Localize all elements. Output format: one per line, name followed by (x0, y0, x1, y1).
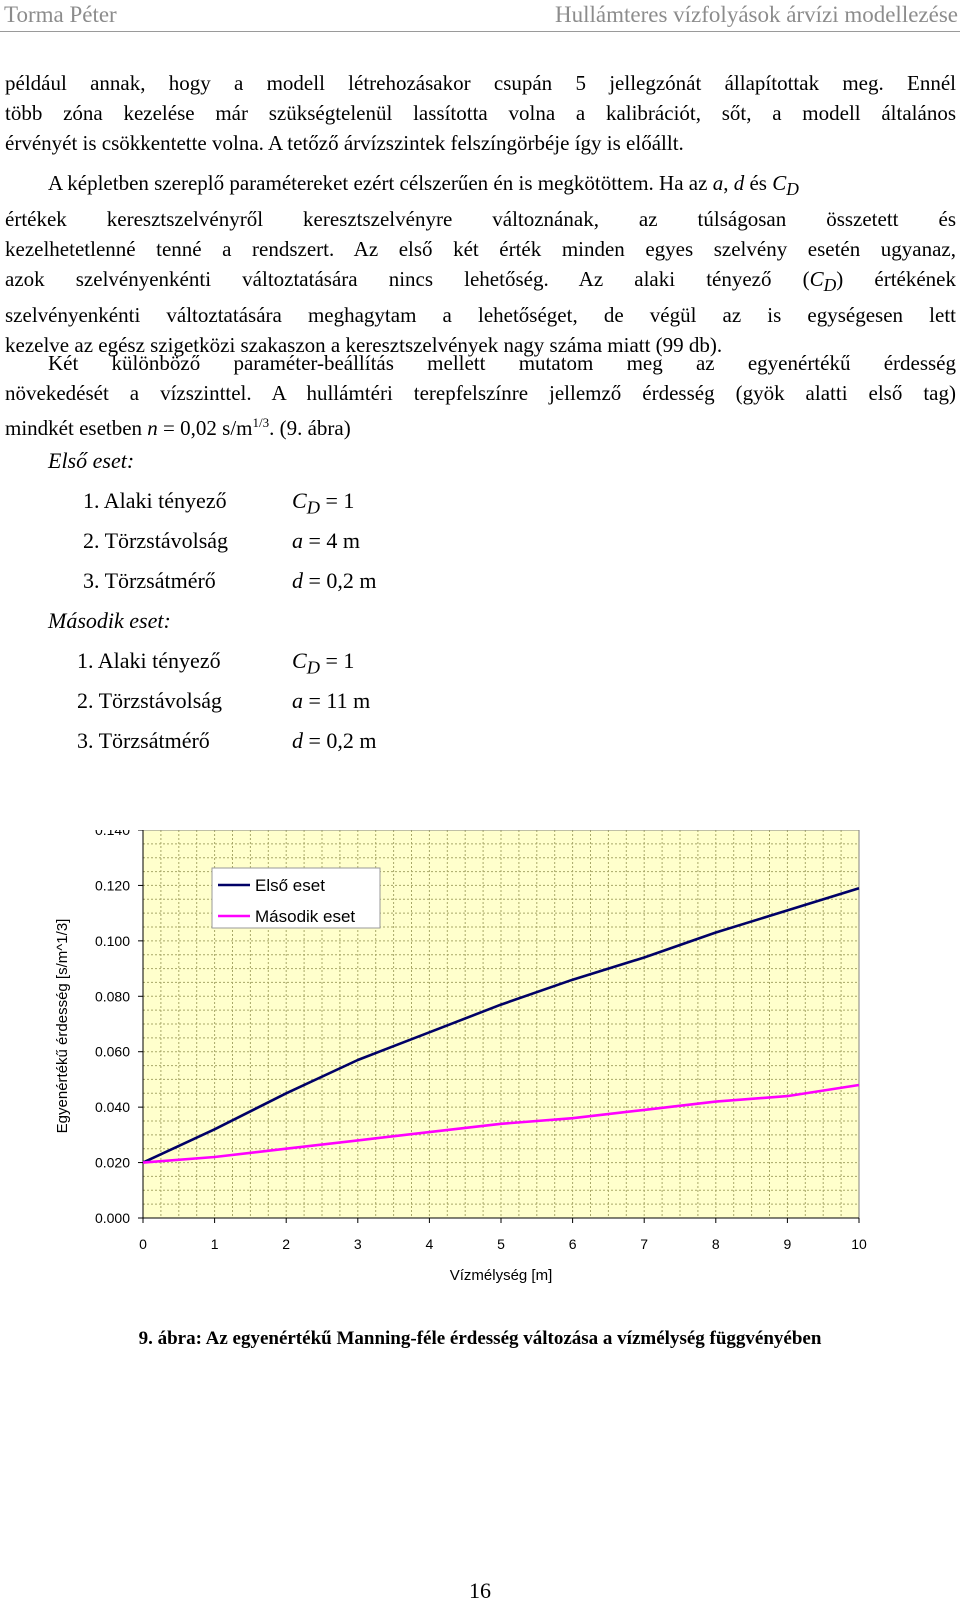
text-line: Két különböző paraméter-beállítás mellett mutatom meg az egyenértékű érdesség (48, 351, 956, 375)
x-tick-label: 7 (640, 1236, 649, 1252)
case-item-label (77, 728, 210, 754)
text-run: A képletben szereplő paramétereket ezért célszerűen én is megkötöttem. Ha az (48, 171, 713, 195)
text-line (5, 264, 956, 300)
case-item-label (77, 688, 222, 714)
item-number: 2. (83, 528, 100, 553)
case-item-value (292, 568, 377, 594)
value-text: = 1 (319, 488, 355, 513)
item-label: Törzstávolság (98, 688, 223, 713)
value-text: = 0,2 m (303, 728, 377, 753)
value-text: = 11 m (303, 688, 371, 713)
x-tick-label: 8 (711, 1236, 720, 1252)
item-label: Törzsátmérő (98, 728, 210, 753)
text-line: kezelve az egész szigetközi szakaszon a keresztszelvények nagy száma miatt (99 db). (5, 333, 723, 358)
value-text: = 4 m (303, 528, 361, 553)
text-run: ) értékének (836, 267, 956, 292)
item-number: 3. (77, 728, 94, 753)
subscript: D (306, 657, 320, 678)
text-line: kezelhetetlenné tenné a rendszert. Az első két érték minden egyes szelvény esetén ugyanaz, (5, 237, 956, 262)
text-run: azok szelvényenkénti változtatására nincs lehetőség. Az alaki tényező ( (5, 267, 810, 292)
x-tick-label: 9 (783, 1236, 792, 1252)
text-run: és (744, 171, 773, 195)
variable-n: n (147, 416, 158, 440)
x-tick-label: 5 (497, 1236, 505, 1252)
y-tick-label: 0.060 (94, 1043, 130, 1060)
y-axis-label: Egyenértékű érdesség [s/m^1/3] (54, 918, 71, 1134)
y-tick-label: 0.020 (94, 1154, 130, 1171)
paragraph-1 (5, 68, 956, 158)
case-item-value (292, 688, 370, 714)
x-tick-label: 6 (568, 1236, 577, 1252)
case-item-label (83, 528, 228, 554)
legend (212, 868, 380, 928)
x-tick-label: 10 (851, 1236, 867, 1252)
subscript-d: D (786, 179, 799, 200)
case-item-label (83, 488, 227, 514)
item-label: Alaki tényező (103, 488, 227, 513)
x-tick-label: 3 (353, 1236, 362, 1252)
value-text: = 0,2 m (303, 568, 377, 593)
item-label: Alaki tényező (97, 648, 221, 673)
item-number: 1. (77, 648, 94, 673)
case-1-title: Első eset: (48, 448, 135, 473)
case-2-title: Második eset: (48, 608, 171, 633)
x-tick-label: 2 (282, 1236, 291, 1252)
text-line: érvényét is csökkentette volna. A tetőző árvízszintek felszíngörbéje így is előállt. (5, 131, 684, 155)
variable-d: d (733, 171, 745, 195)
item-number: 1. (83, 488, 100, 513)
paragraph-3 (5, 348, 956, 443)
variable: d (292, 568, 303, 593)
subscript: D (306, 497, 320, 518)
variable: a (292, 688, 303, 713)
text-line: például annak, hogy a modell létrehozásakor csupán 5 jellegzónát állapítottak meg. Ennél (5, 71, 956, 95)
header-title: Hullámteres vízfolyások árvízi modellezése (555, 2, 958, 27)
text-line: szelvényenkénti változtatására meghagytam a lehetőséget, de végül az is egységesen lett (5, 303, 956, 328)
variable: a (292, 528, 303, 553)
variable-a: a (712, 171, 724, 195)
figure-caption: 9. ábra: Az egyenértékű Manning-féle érdesség változása a vízmélység függvényében (138, 1328, 822, 1349)
x-tick-label: 4 (425, 1236, 434, 1252)
paragraph-2 (5, 168, 956, 360)
text-line: több zóna kezelése már szükségtelenül lassította volna a kalibrációt, sőt, a modell általános (5, 101, 956, 125)
text-run: mindkét esetben (5, 416, 148, 440)
case-item-value (292, 648, 354, 678)
case-item-label (77, 648, 221, 674)
item-number: 3. (83, 568, 100, 593)
text-line: növekedését a vízszinttel. A hullámtéri terepfelszínre jellemző érdesség (gyök alatti első tag) (5, 381, 956, 405)
text-line: értékek keresztszelvényről keresztszelvényre változnának, az túlságosan összetett és (5, 207, 956, 232)
item-label: Törzsátmérő (104, 568, 216, 593)
variable: C (292, 488, 307, 513)
text-run: = 0,02 s/m (157, 416, 253, 440)
header-author: Torma Péter (4, 2, 117, 27)
y-tick-label: 0.040 (94, 1099, 130, 1116)
case-item-value (292, 528, 360, 554)
variable: d (292, 728, 303, 753)
page-number: 16 (469, 1578, 491, 1603)
item-label: Törzstávolság (104, 528, 229, 553)
variable-c: C (772, 171, 787, 195)
text-run: , (723, 171, 734, 195)
case-item-value (292, 488, 354, 518)
y-tick-label: 0.120 (94, 877, 130, 894)
y-tick-label: 0.140 (94, 830, 130, 838)
case-item-label (83, 568, 216, 594)
legend-label: Második eset (255, 907, 356, 926)
item-number: 2. (77, 688, 94, 713)
text-run: . (9. ábra) (269, 416, 351, 440)
value-text: = 1 (319, 648, 355, 673)
case-item-value (292, 728, 377, 754)
page-header (0, 0, 960, 34)
y-tick-label: 0.100 (94, 932, 130, 949)
text-line (5, 408, 956, 443)
y-tick-label: 0.080 (94, 988, 130, 1005)
superscript-exponent: 1/3 (252, 415, 270, 430)
legend-label: Első eset (255, 876, 325, 895)
subscript-d: D (823, 275, 837, 296)
header-rule (0, 31, 960, 32)
y-tick-label: 0.000 (94, 1210, 130, 1226)
x-axis-label: Vízmélység [m] (449, 1267, 553, 1284)
roughness-chart (0, 830, 960, 1310)
text-line (5, 168, 956, 204)
x-tick-label: 1 (210, 1236, 219, 1252)
x-tick-label: 0 (139, 1236, 147, 1252)
variable: C (292, 648, 307, 673)
variable-c: C (809, 267, 824, 292)
chart-svg (0, 830, 960, 1310)
